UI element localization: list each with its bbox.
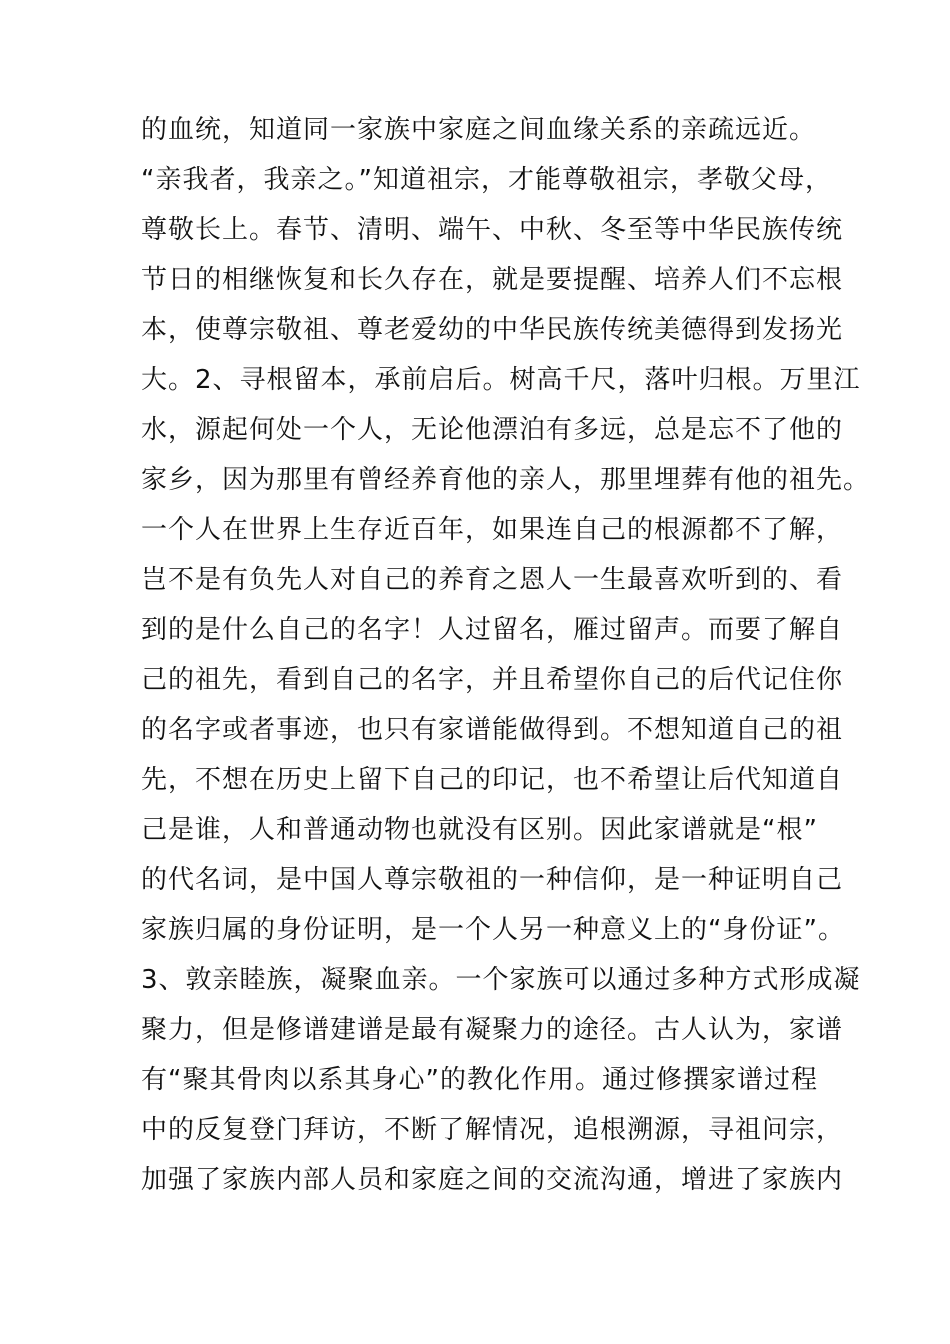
text-line: 家乡，因为那里有曾经养育他的亲人，那里埋葬有他的祖先。 (141, 465, 871, 495)
text-line: 有“聚其骨肉以系其身心”的教化作用。通过修撰家谱过程 (141, 1065, 818, 1095)
text-line: 家族归属的身份证明，是一个人另一种意义上的“身份证”。 (141, 915, 845, 945)
text-line: 的血统，知道同一家族中家庭之间血缘关系的亲疏远近。 (141, 115, 817, 145)
text-line: “亲我者，我亲之。”知道祖宗，才能尊敬祖宗，孝敬父母， (141, 165, 832, 195)
text-line: 一个人在世界上生存近百年，如果连自己的根源都不了解， (141, 515, 844, 545)
text-line: 中的反复登门拜访，不断了解情况，追根溯源，寻祖问宗， (141, 1115, 844, 1145)
text-line: 3、敦亲睦族，凝聚血亲。一个家族可以通过多种方式形成凝 (141, 965, 861, 995)
text-line: 大。2、寻根留本，承前启后。树高千尺，落叶归根。万里江 (141, 365, 861, 395)
text-line: 水，源起何处一个人，无论他漂泊有多远，总是忘不了他的 (141, 415, 844, 445)
text-line: 加强了家族内部人员和家庭之间的交流沟通，增进了家族内 (141, 1165, 844, 1195)
text-line: 尊敬长上。春节、清明、端午、中秋、冬至等中华民族传统 (141, 215, 844, 245)
text-line: 本，使尊宗敬祖、尊老爱幼的中华民族传统美德得到发扬光 (141, 315, 844, 345)
text-line: 的代名词，是中国人尊宗敬祖的一种信仰，是一种证明自己 (141, 865, 844, 895)
text-line: 节日的相继恢复和长久存在，就是要提醒、培养人们不忘根 (141, 265, 844, 295)
text-line: 到的是什么自己的名字！人过留名，雁过留声。而要了解自 (141, 615, 844, 645)
text-line: 先，不想在历史上留下自己的印记，也不希望让后代知道自 (141, 765, 844, 795)
text-line: 己的祖先，看到自己的名字，并且希望你自己的后代记住你 (141, 665, 844, 695)
text-line: 岂不是有负先人对自己的养育之恩人一生最喜欢听到的、看 (141, 565, 844, 595)
text-line: 聚力，但是修谱建谱是最有凝聚力的途径。古人认为，家谱 (141, 1015, 844, 1045)
text-line: 己是谁，人和普通动物也就没有区别。因此家谱就是“根” (141, 815, 818, 845)
body-text (141, 105, 871, 1205)
text-line: 的名字或者事迹，也只有家谱能做得到。不想知道自己的祖 (141, 715, 844, 745)
